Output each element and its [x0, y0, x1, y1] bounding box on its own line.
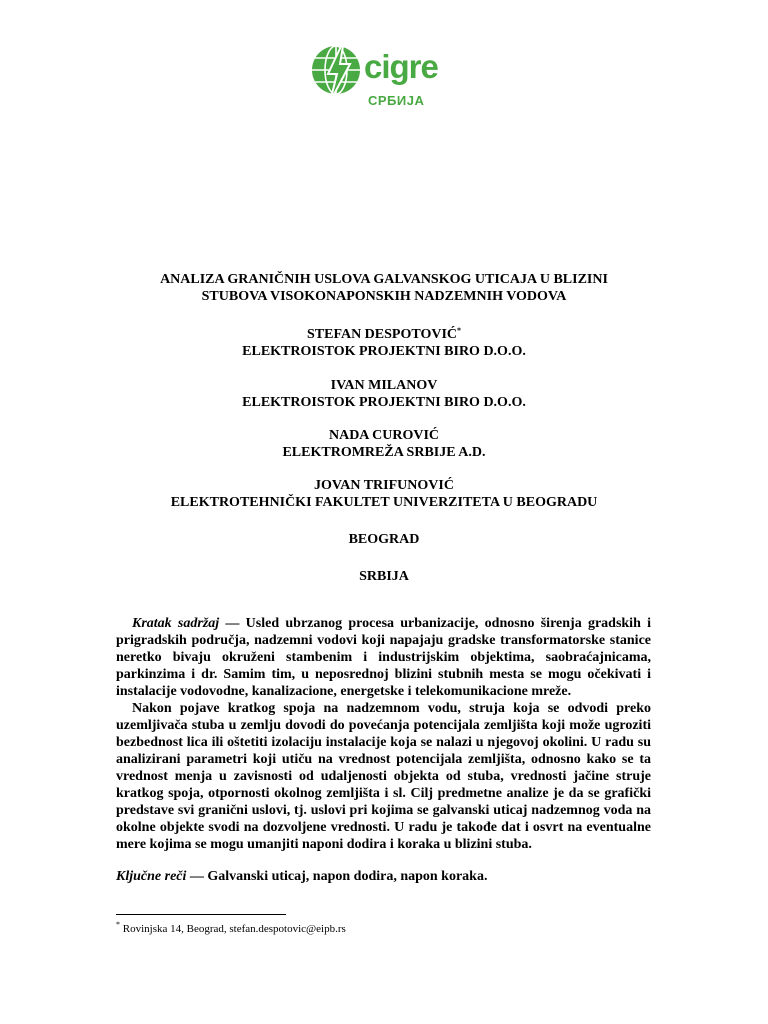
- title-line-2: STUBOVA VISOKONAPONSKIH NADZEMNIH VODOVA: [201, 289, 567, 304]
- abstract-paragraph-2: Nakon pojave kratkog spoja na nadzemnom vodu, struja koja se odvodi preko uzemljivača stuba u zemlju dovodi do povećanja potencijala zemljišta koji može ugroziti bezbednost lica ili oštetiti izolaciju instalacije koja se nalazi u njegovoj okolini. U radu su analizirani parametri koji utiču na vrednost potencijala zemljišta, odnosno kako se ta vrednost menja u zavisnosti od udaljenosti objekta od stuba, vrednosti jačine struje kratkog spoja, otpornosti okolnog zemljišta i sl. Cilj predmetne analize je da se grafički predstave svi granični uslovi, tj. uslovi pri kojima se galvanski uticaj nadzemnog voda na okolne objekte svodi na dozvoljene vrednosti. U radu je takođe dat i osvrt na eventualne mere kojima se mogu umanjiti naponi dodira i koraka u blizini stuba.: [116, 701, 651, 852]
- author-name: STEFAN DESPOTOVIĆ: [306, 327, 457, 342]
- keywords-text: — Galvanski uticaj, napon dodira, napon koraka.: [186, 869, 488, 884]
- author-affiliation: ELEKTROISTOK PROJEKTNI BIRO D.O.O.: [242, 344, 526, 359]
- author-name: IVAN MILANOV: [330, 378, 438, 393]
- city: BEOGRAD: [348, 532, 420, 547]
- author-affiliation: ELEKTROMREŽA SRBIJE A.D.: [282, 445, 486, 460]
- title-line-1: ANALIZA GRANIČNIH USLOVA GALVANSKOG UTICAJA U BLIZINI: [160, 272, 608, 287]
- author-name: JOVAN TRIFUNOVIĆ: [314, 478, 454, 493]
- logo-wordmark: cigre: [364, 48, 438, 85]
- logo-subtitle: СРБИЈА: [368, 93, 425, 108]
- footnote-marker: *: [457, 326, 461, 335]
- abstract-label: Kratak sadržaj: [132, 616, 220, 631]
- author-affiliation: ELEKTROTEHNIČKI FAKULTET UNIVERZITETA U BEOGRADU: [170, 495, 598, 510]
- footnote: [116, 922, 346, 936]
- author-affiliation: ELEKTROISTOK PROJEKTNI BIRO D.O.O.: [242, 395, 526, 410]
- country: SRBIJA: [359, 569, 409, 584]
- author-block: [0, 326, 768, 360]
- author-block: [0, 477, 768, 511]
- paper-title: [0, 271, 768, 305]
- footnote-divider: [116, 914, 286, 915]
- footnote-text: Rovinjska 14, Beograd, stefan.despotovic@eipb.rs: [120, 923, 346, 935]
- author-block: [0, 377, 768, 411]
- abstract-text-1: — Usled ubrzanog procesa urbanizacije, odnosno širenja gradskih i prigradskih područja, nadzemni vodovi koji napajaju gradske transformatorske stanice neretko bivaju okruženi stambenim i industrijskim objektima, saobraćajnicama, parkinzima i dr. Samim tim, u neposrednoj blizini stubnih mesta se mogu očekivati i instalacije vodovodne, kanalizacione, energetske i telekomunikacione mreže.: [116, 616, 651, 699]
- abstract: [116, 615, 651, 853]
- cigre-globe-icon: [310, 40, 362, 102]
- cigre-logo: [310, 40, 460, 114]
- footnote-mark: *: [116, 920, 120, 929]
- author-block: [0, 427, 768, 461]
- abstract-paragraph-1: [116, 615, 651, 700]
- keywords: [116, 868, 651, 885]
- author-name: NADA CUROVIĆ: [328, 428, 440, 443]
- keywords-label: Ključne reči: [116, 869, 187, 884]
